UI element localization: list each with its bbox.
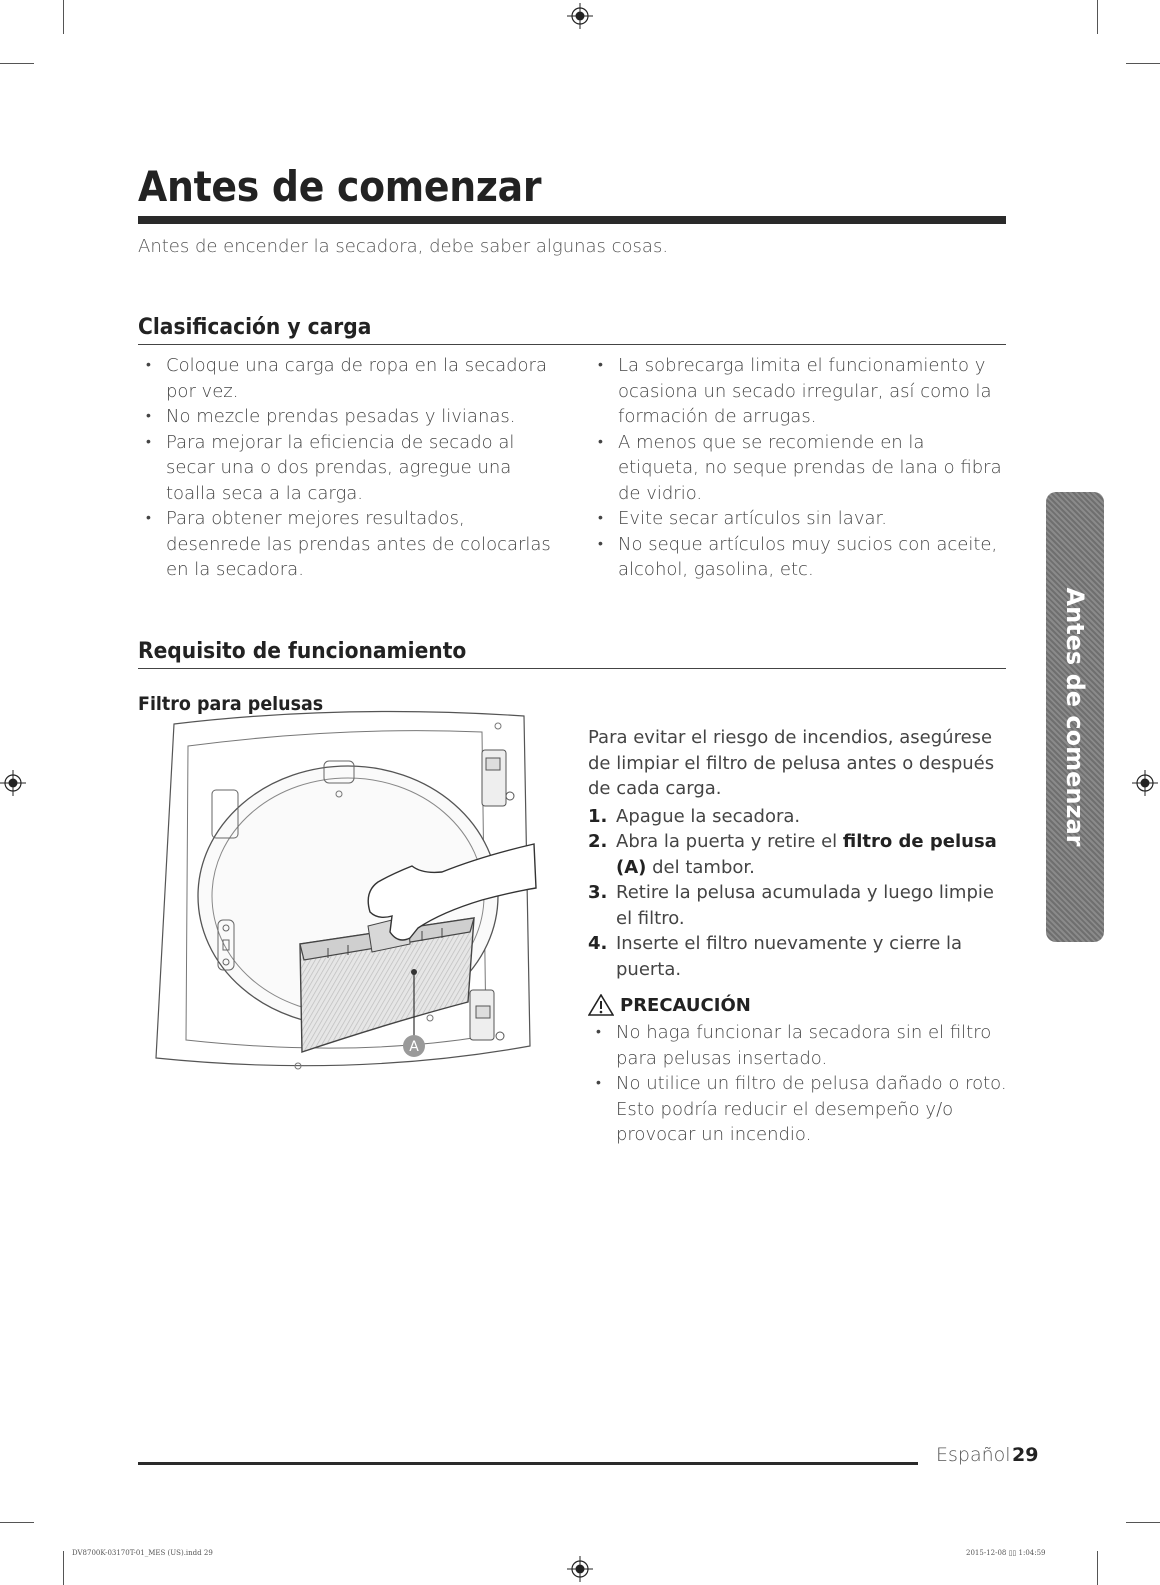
side-tab bbox=[1046, 492, 1104, 942]
page-number: 29 bbox=[1012, 1444, 1039, 1466]
list-item: • No seque artículos muy sucios con aceite, alcohol, gasolina, etc. bbox=[590, 532, 1010, 583]
crop-mark bbox=[1097, 0, 1098, 34]
footer-rule bbox=[138, 1462, 918, 1465]
step-item: 4. Inserte el filtro nuevamente y cierre la puerta. bbox=[588, 933, 963, 980]
section-heading-clasificacion: Clasificación y carga bbox=[138, 315, 372, 340]
crop-mark bbox=[0, 63, 34, 64]
caution-heading bbox=[588, 994, 1008, 1016]
list-item: • Coloque una carga de ropa en la secadora por vez. bbox=[138, 353, 558, 404]
figure-label-a: A bbox=[409, 1039, 419, 1055]
page-intro: Antes de encender la secadora, debe saber algunas cosas. bbox=[138, 236, 669, 257]
registration-mark-icon bbox=[567, 3, 593, 29]
lint-filter-intro: Para evitar el riesgo de incendios, asegúrese de limpiar el filtro de pelusa antes o después de cada carga. bbox=[588, 727, 995, 799]
list-item: • Evite secar artículos sin lavar. bbox=[590, 506, 1010, 532]
section-heading-requisito: Requisito de funcionamiento bbox=[138, 639, 467, 664]
subheading-filtro: Filtro para pelusas bbox=[138, 693, 324, 715]
lint-filter-instructions bbox=[588, 725, 1008, 1148]
section-rule bbox=[138, 344, 1006, 345]
title-rule bbox=[138, 216, 1006, 224]
crop-mark bbox=[63, 0, 64, 34]
list-item: • No mezcle prendas pesadas y livianas. bbox=[138, 404, 558, 430]
sorting-bullets-left bbox=[138, 353, 558, 583]
registration-mark-icon bbox=[567, 1556, 593, 1582]
caution-title: PRECAUCIÓN bbox=[620, 994, 751, 1016]
list-item: • A menos que se recomiende en la etiqueta, no seque prendas de lana o fibra de vidrio. bbox=[590, 430, 1010, 507]
crop-mark bbox=[1097, 1551, 1098, 1585]
registration-mark-icon bbox=[0, 770, 26, 796]
list-item: • Para mejorar la eficiencia de secado al secar una o dos prendas, agregue una toalla seca a la carga. bbox=[138, 430, 558, 507]
registration-mark-icon bbox=[1132, 770, 1158, 796]
steps-list bbox=[588, 804, 1008, 983]
lint-filter-illustration bbox=[152, 706, 542, 1078]
crop-mark bbox=[1126, 63, 1160, 64]
crop-mark bbox=[1126, 1522, 1160, 1523]
list-item: • No haga funcionar la secadora sin el filtro para pelusas insertado. bbox=[588, 1020, 1008, 1071]
side-tab-label: Antes de comenzar bbox=[1061, 587, 1089, 847]
step-item: 3. Retire la pelusa acumulada y luego limpie el filtro. bbox=[588, 882, 994, 929]
crop-mark bbox=[0, 1522, 34, 1523]
caution-bullets bbox=[588, 1020, 1008, 1148]
section-rule bbox=[138, 668, 1006, 669]
warning-triangle-icon bbox=[588, 994, 614, 1016]
page-title: Antes de comenzar bbox=[138, 162, 542, 211]
step-item: 2. Abra la puerta y retire el filtro de pelusa (A) del tambor. bbox=[588, 831, 997, 878]
list-item: • Para obtener mejores resultados, desenrede las prendas antes de colocarlas en la secadora. bbox=[138, 506, 558, 583]
list-item: • La sobrecarga limita el funcionamiento y ocasiona un secado irregular, así como la formación de arrugas. bbox=[590, 353, 1010, 430]
print-date-info: 2015-12-08 ▯▯ 1:04:59 bbox=[966, 1549, 1046, 1557]
footer-language: Español bbox=[936, 1444, 1011, 1466]
step-item: 1. Apague la secadora. bbox=[588, 805, 801, 827]
sorting-bullets-right bbox=[590, 353, 1010, 583]
print-file-info: DV8700K-03170T-01_MES (US).indd 29 bbox=[72, 1549, 213, 1557]
list-item: • No utilice un filtro de pelusa dañado o roto. Esto podría reducir el desempeño y/o provocar un incendio. bbox=[588, 1071, 1008, 1148]
crop-mark bbox=[63, 1551, 64, 1585]
